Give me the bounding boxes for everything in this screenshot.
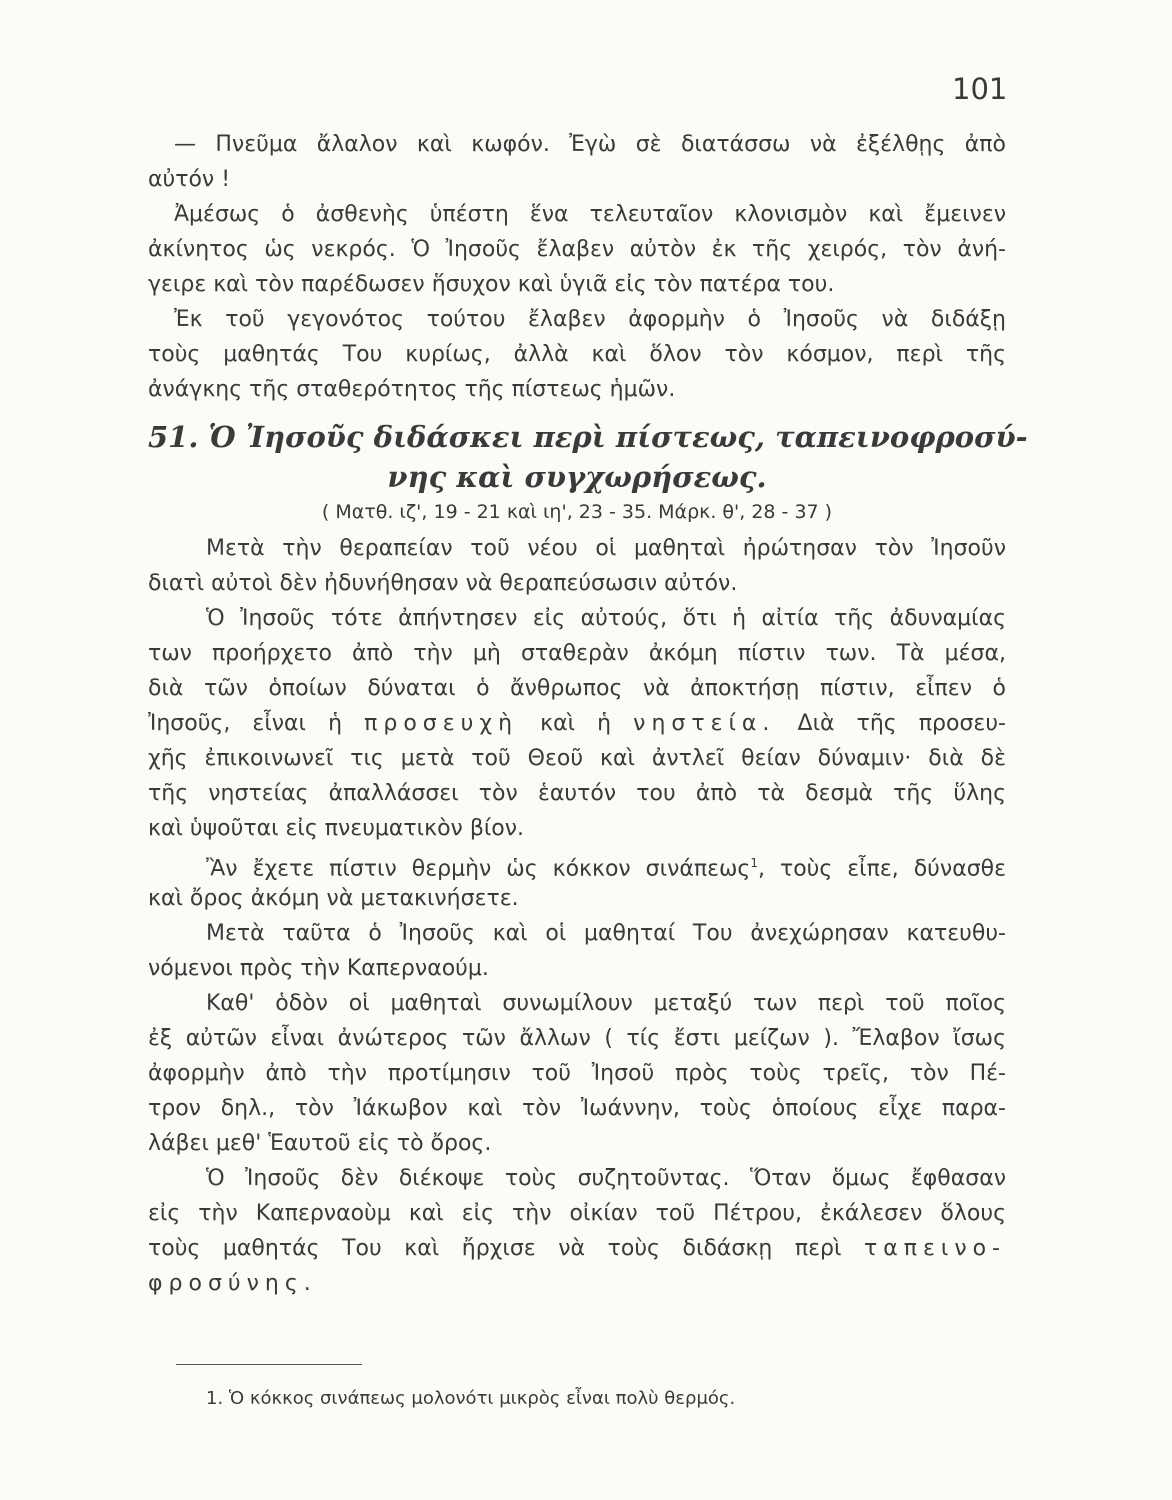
text-line: λάβει μεθ' Ἑαυτοῦ εἰς τὸ ὄρος. [148, 1131, 492, 1156]
text-fragment: , τοὺς εἶπε, δύνασθε [757, 856, 1006, 882]
text-fragment: Ἂν ἔχετε πίστιν θερμὴν ὡς κόκκον σινάπεως [206, 856, 751, 882]
text-line [148, 846, 1006, 881]
text-line [148, 706, 1006, 741]
text-line: τοὺς μαθητάς Του κυρίως, ἀλλὰ καὶ ὅλον τὸν κόσμον, περὶ τῆς [148, 342, 1006, 367]
section-heading: 51. Ὁ Ἰησοῦς διδάσκει περὶ πίστεως, ταπεινοφροσύ- [148, 420, 1028, 454]
footnote-marker: 1 [750, 856, 758, 870]
text-fragment: καὶ ἡ [540, 711, 612, 736]
text-line: τρον δηλ., τὸν Ἰάκωβον καὶ τὸν Ἰωάννην, τοὺς ὁποίους εἶχε παρα- [148, 1096, 1006, 1121]
page-number: 101 [952, 72, 1008, 106]
text-line: αὐτόν ! [148, 167, 231, 192]
text-line: διὰ τῶν ὁποίων δύναται ὁ ἄνθρωπος νὰ ἀποκτήσῃ πίστιν, εἶπεν ὁ [148, 676, 1006, 701]
text-line: Μετὰ ταῦτα ὁ Ἰησοῦς καὶ οἱ μαθηταί Του ἀνεχώρησαν κατευθυ- [206, 921, 1006, 946]
text-line: ἀκίνητος ὡς νεκρός. Ὁ Ἰησοῦς ἔλαβεν αὐτὸν ἐκ τῆς χειρός, τὸν ἀνή- [148, 237, 1006, 262]
text-line: τῆς νηστείας ἀπαλλάσσει τὸν ἑαυτόν του ἀπὸ τὰ δεσμὰ τῆς ὕλης [148, 781, 1006, 806]
text-line: Καθ' ὁδὸν οἱ μαθηταὶ συνωμίλουν μεταξύ των περὶ τοῦ ποῖος [206, 991, 1006, 1016]
emphasized-word: νηστεία. [633, 711, 776, 736]
emphasized-word: ταπεινο- [863, 1236, 1006, 1261]
text-line: γειρε καὶ τὸν παρέδωσεν ἥσυχον καὶ ὑγιᾶ εἰς τὸν πατέρα του. [148, 272, 835, 297]
footnote: 1. Ὁ κόκκος σινάπεως μολονότι μικρὸς εἶναι πολὺ θερμός. [206, 1388, 736, 1409]
text-line: νόμενοι πρὸς τὴν Καπερναούμ. [148, 956, 489, 981]
text-line: καὶ ὄρος ἀκόμη νὰ μετακινήσετε. [148, 886, 519, 911]
text-line: Ἐκ τοῦ γεγονότος τούτου ἔλαβεν ἀφορμὴν ὁ Ἰησοῦς νὰ διδάξῃ [174, 307, 1006, 332]
scripture-reference: ( Ματθ. ιζ', 19 - 21 καὶ ιη', 23 - 35. Μάρκ. θ', 28 - 37 ) [321, 501, 833, 523]
section-heading-continuation: νης καὶ συγχωρήσεως. [387, 460, 767, 494]
text-line: — Πνεῦμα ἄλαλον καὶ κωφόν. Ἐγὼ σὲ διατάσσω νὰ ἐξέλθῃς ἀπὸ [174, 132, 1006, 157]
text-fragment: Διὰ τῆς προσευ- [797, 711, 1006, 736]
text-line: Ὁ Ἰησοῦς δὲν διέκοψε τοὺς συζητοῦντας. Ὅταν ὅμως ἔφθασαν [206, 1166, 1006, 1191]
emphasized-word: προσευχὴ [364, 711, 519, 736]
text-line: καὶ ὑψοῦται εἰς πνευματικὸν βίον. [148, 816, 525, 841]
footnote-divider [176, 1364, 362, 1365]
text-line: χῆς ἐπικοινωνεῖ τις μετὰ τοῦ Θεοῦ καὶ ἀντλεῖ θείαν δύναμιν· διὰ δὲ [148, 746, 1006, 771]
text-fragment: τοὺς μαθητάς Του καὶ ἤρχισε νὰ τοὺς διδάσκῃ περὶ [148, 1236, 842, 1261]
body-text [148, 127, 1028, 1301]
text-line: ἀνάγκης τῆς σταθερότητος τῆς πίστεως ἡμῶν. [148, 377, 676, 402]
text-line: εἰς τὴν Καπερναοὺμ καὶ εἰς τὴν οἰκίαν τοῦ Πέτρου, ἐκάλεσεν ὅλους [148, 1201, 1006, 1226]
text-line [148, 1231, 1006, 1266]
text-line: Ὁ Ἰησοῦς τότε ἀπήντησεν εἰς αὐτούς, ὅτι ἡ αἰτία τῆς ἀδυναμίας [206, 606, 1006, 631]
text-line: διατὶ αὐτοὶ δὲν ἠδυνήθησαν νὰ θεραπεύσωσιν αὐτόν. [148, 571, 738, 596]
text-line: Μετὰ τὴν θεραπείαν τοῦ νέου οἱ μαθηταὶ ἠρώτησαν τὸν Ἰησοῦν [206, 536, 1006, 561]
text-line: των προήρχετο ἀπὸ τὴν μὴ σταθερὰν ἀκόμη πίστιν των. Τὰ μέσα, [148, 641, 1006, 666]
text-line: ἀφορμὴν ἀπὸ τὴν προτίμησιν τοῦ Ἰησοῦ πρὸς τοὺς τρεῖς, τὸν Πέ- [148, 1061, 1006, 1086]
text-line: ἐξ αὐτῶν εἶναι ἀνώτερος τῶν ἄλλων ( τίς ἔστι μείζων ). Ἔλαβον ἴσως [148, 1026, 1006, 1051]
text-fragment: Ἰησοῦς, εἶναι ἡ [148, 711, 343, 736]
emphasized-word-continuation: φροσύνης. [148, 1271, 317, 1296]
text-line: Ἀμέσως ὁ ἀσθενὴς ὑπέστη ἕνα τελευταῖον κλονισμὸν καὶ ἔμεινεν [174, 202, 1006, 227]
